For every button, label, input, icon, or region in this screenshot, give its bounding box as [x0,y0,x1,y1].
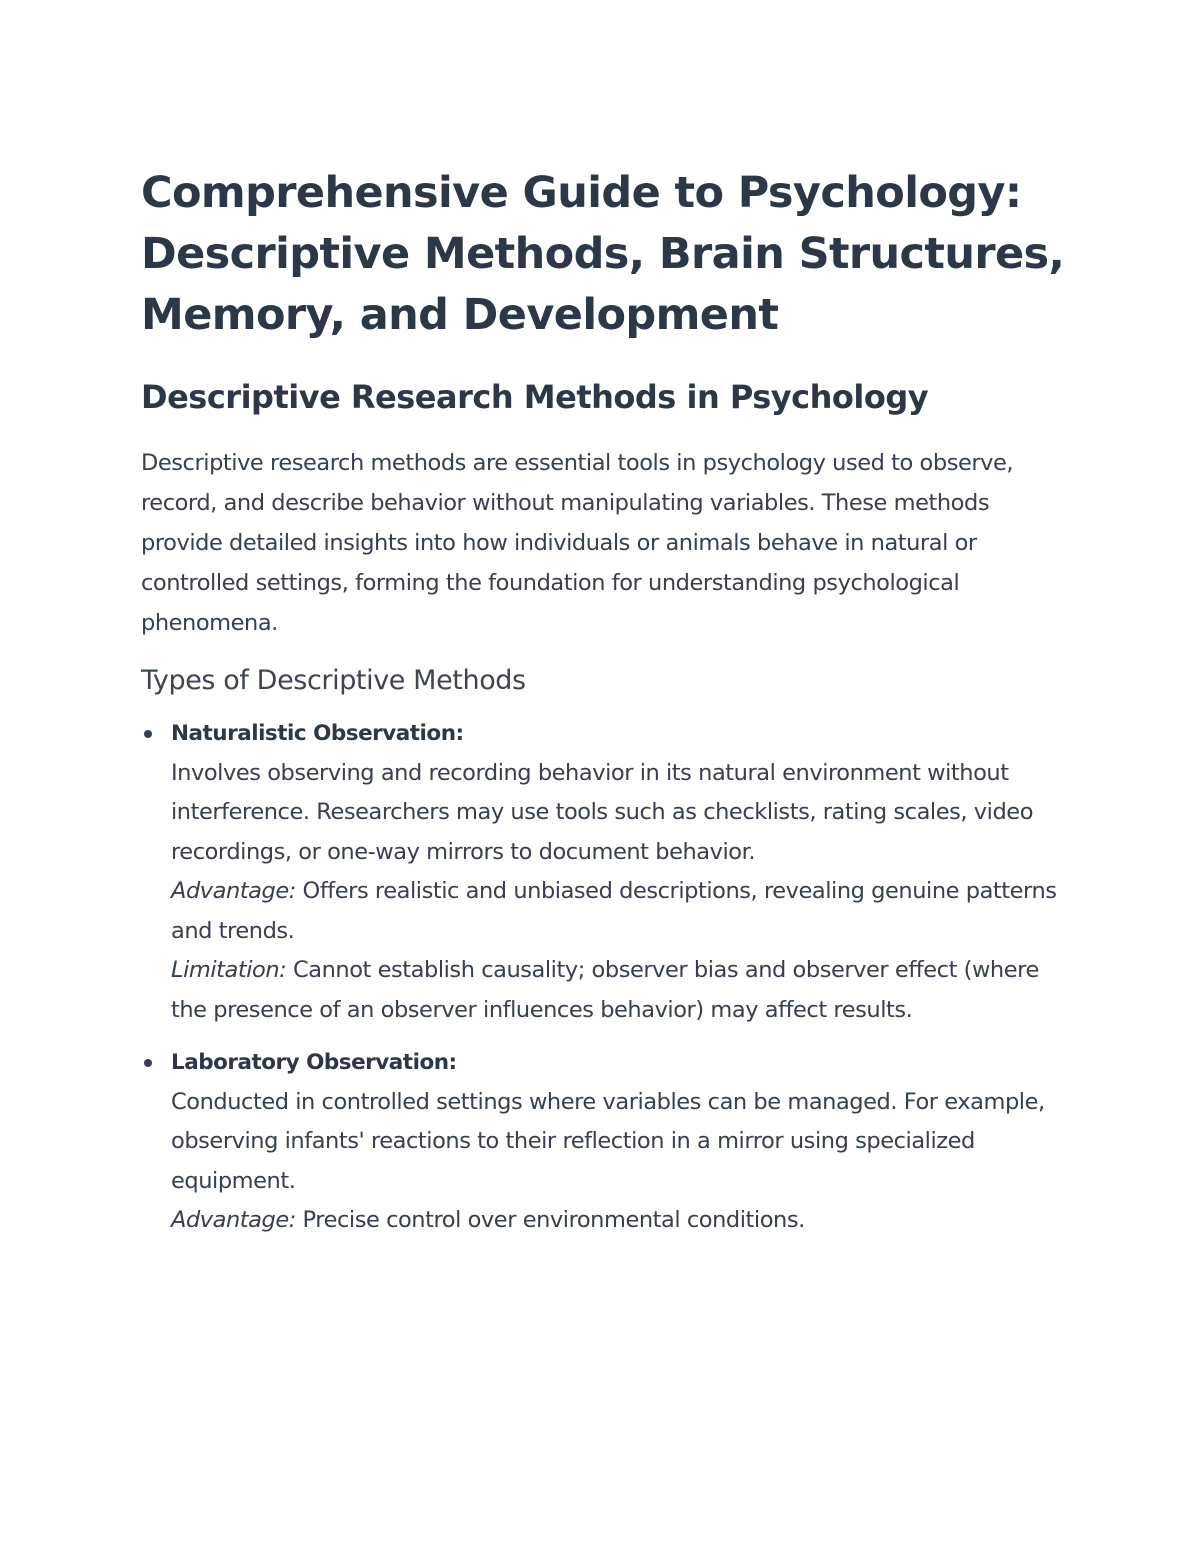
bullet-icon [144,1059,152,1067]
method-description: Conducted in controlled settings where variables can be managed. For example, observing infants' reactions to their reflection in a mirror using specialized equipment. [171,1088,1045,1194]
document-title: Comprehensive Guide to Psychology: Descriptive Methods, Brain Structures, Memory, and Development [141,168,1065,340]
limitation-label: Limitation: [171,957,287,983]
limitation-line [171,951,1066,1030]
method-description: Involves observing and recording behavior in its natural environment without interference. Researchers may use tools such as checklists, rating scales, video recordings, or one-way mirrors to document behavior. [171,759,1034,865]
limitation-text: Cannot establish causality; observer bias and observer effect (where the presence of an observer influences behavior) may affect results. [171,957,1039,1023]
advantage-label: Advantage: [171,878,296,904]
methods-list [141,714,1066,1241]
list-item-laboratory-observation [141,1043,1066,1241]
advantage-text: Offers realistic and unbiased descriptions, revealing genuine patterns and trends. [171,878,1057,944]
advantage-line [171,1201,1066,1241]
section-heading: Descriptive Research Methods in Psychology [141,378,929,416]
intro-paragraph: Descriptive research methods are essential tools in psychology used to observe, record, and describe behavior without manipulating variables. These methods provide detailed insights into how individuals or animals behave in natural or controlled settings, forming the foundation for understanding psychological phenomena. [141,450,1014,636]
advantage-text: Precise control over environmental conditions. [295,1207,805,1233]
subsection-heading: Types of Descriptive Methods [141,665,526,696]
bullet-icon [144,730,152,738]
document-page [141,163,1066,1254]
advantage-label: Advantage: [171,1207,296,1233]
advantage-line [171,872,1066,951]
list-item-naturalistic-observation [141,714,1066,1030]
method-name: Laboratory Observation: [171,1050,457,1075]
method-name: Naturalistic Observation: [171,721,464,746]
